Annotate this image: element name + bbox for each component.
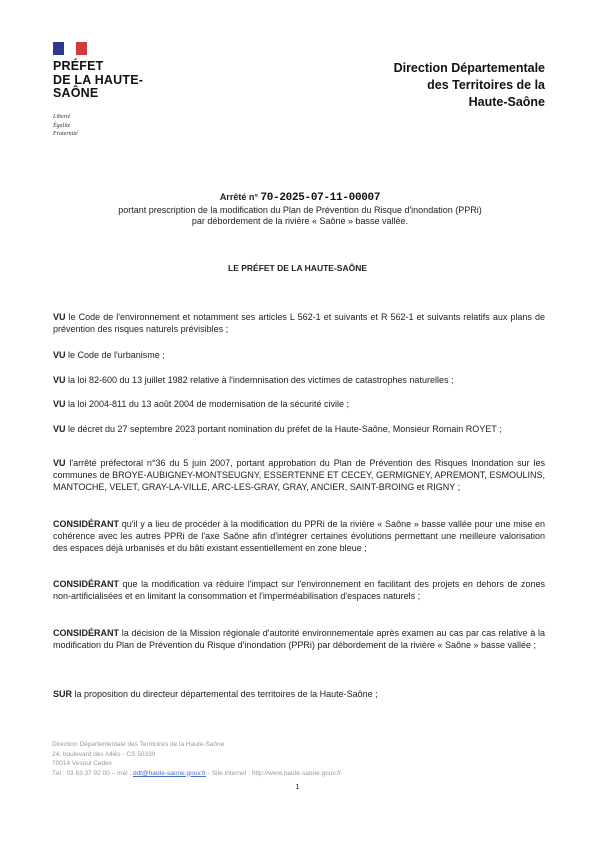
motto-line: Liberté: [53, 114, 71, 120]
vu-law-2004: [53, 398, 545, 410]
arrete-subtitle-line: par débordement de la rivière « Saône » basse vallée.: [191, 216, 409, 226]
paragraph-keyword: VU: [53, 424, 66, 434]
paragraph-text: le Code de l'environnement et notamment ses articles L 562-1 et suivants et R 562-1 et suivants relatifs aux plans de prévention des risques naturels prévisibles ;: [53, 312, 545, 335]
arrete-title: [80, 192, 520, 228]
motto-line: Égalité: [53, 122, 71, 129]
arrete-number-label: Arrêté n°: [219, 192, 258, 202]
sur-proposition: [53, 688, 545, 700]
republic-motto: [53, 113, 78, 139]
footer-website: - Site internet : http://www.haute-saone.gouv.fr: [205, 769, 341, 777]
paragraph-keyword: VU: [53, 458, 66, 468]
footer-line: 24, boulevard des Alliés - CS 50339: [52, 750, 156, 758]
footer-email-link[interactable]: ddt@haute-saone.gouv.fr: [132, 769, 206, 777]
considerant-coherence: [53, 518, 545, 555]
prefet-heading: LE PRÉFET DE LA HAUTE-SAÔNE: [228, 263, 367, 273]
paragraph-text: la loi 2004-811 du 13 août 2004 de modernisation de la sécurité civile ;: [65, 399, 350, 409]
motto-line: Fraternité: [53, 131, 78, 137]
paragraph-text: la loi 82-600 du 13 juillet 1982 relative à l'indemnisation des victimes de catastrophes naturelles ;: [65, 375, 454, 385]
vu-environment-code: [53, 311, 545, 335]
prefet-line: SAÔNE: [53, 86, 99, 100]
footer-phone: Tél : 03 63 37 92 00 – mél :: [52, 769, 133, 777]
direction-line: Direction Départementale: [393, 61, 545, 75]
arrete-subtitle-line: portant prescription de la modification du Plan de Prévention du Risque d'inondation (PPRi): [118, 204, 482, 215]
prefet-line: DE LA HAUTE-: [53, 72, 144, 87]
paragraph-keyword: CONSIDÉRANT: [53, 579, 120, 589]
paragraph-text: qu'il y a lieu de procéder à la modification du PPRi de la rivière « Saône » basse vallée pour une mise en cohérence avec les autres PPRi de l'axe Saône afin d'intégrer certaines évolutions permettant une meilleure valorisation des espaces déjà urbanisés et du bâti existant essentiellement en zone bleue ;: [53, 519, 545, 554]
footer-line: 70014 Vesoul Cedex: [52, 760, 112, 767]
vu-prefectoral-order: [53, 457, 545, 494]
paragraph-keyword: VU: [53, 350, 66, 360]
considerant-environment: [53, 578, 545, 602]
paragraph-text: le Code de l'urbanisme ;: [65, 350, 165, 360]
paragraph-text: le décret du 27 septembre 2023 portant nomination du préfet de la Haute-Saône, Monsieur Romain ROYET ;: [65, 424, 502, 434]
marianne-logo-flag: [53, 42, 87, 55]
paragraph-keyword: VU: [53, 399, 66, 409]
vu-decree-2023: [53, 423, 545, 435]
paragraph-text: que la modification va réduire l'impact sur l'environnement en facilitant des projets en dehors de zones non-artificialisées et en limitant la consommation et l'imperméabilisation d'espaces naturels ;: [53, 579, 545, 602]
paragraph-keyword: SUR: [53, 689, 73, 699]
footer-contact-line: [52, 769, 341, 779]
paragraph-keyword: CONSIDÉRANT: [53, 628, 120, 638]
prefet-wordmark: [53, 60, 143, 101]
paragraph-keyword: VU: [53, 375, 66, 385]
considerant-mrae-decision: [53, 627, 545, 651]
vu-law-1982: [53, 374, 545, 386]
vu-urbanism-code: [53, 349, 545, 361]
footer-line: Direction Départementale des Territoires de la Haute-Saône: [52, 741, 225, 748]
paragraph-text: la décision de la Mission régionale d'autorité environnementale après examen au cas par cas relative à la modification du Plan de Prévention du Risque d'inondation (PPRi) par débordement de la rivière « Saône » basse vallée ;: [53, 628, 545, 651]
footer-address: [52, 740, 341, 778]
paragraph-keyword: VU: [53, 312, 66, 322]
paragraph-text: la proposition du directeur départemental des territoires de la Haute-Saône ;: [72, 689, 378, 699]
direction-line: Haute-Saône: [468, 95, 545, 109]
direction-line: des Territoires de la: [427, 78, 545, 92]
direction-header: [394, 60, 545, 111]
paragraph-keyword: CONSIDÉRANT: [53, 519, 120, 529]
paragraph-text: l'arrêté préfectoral n°36 du 5 juin 2007, portant approbation du Plan de Prévention des Risques Inondation sur les communes de BROYE-AUBIGNEY-MONTSEUGNY, ESSERTENNE ET CECEY, GERMIGNEY, APREMONT, ESMOULINS, MANTOCHE, VELET, GRAY-LA-VILLE, ARC-LES-GRAY, GRAY, ANCIER, SAINT-BROING et RIGNY ;: [53, 458, 545, 493]
page-number: 1: [295, 782, 300, 791]
arrete-number-handwritten: 70-2025-07-11-00007: [260, 192, 381, 204]
prefet-line: PRÉFET: [53, 59, 104, 73]
